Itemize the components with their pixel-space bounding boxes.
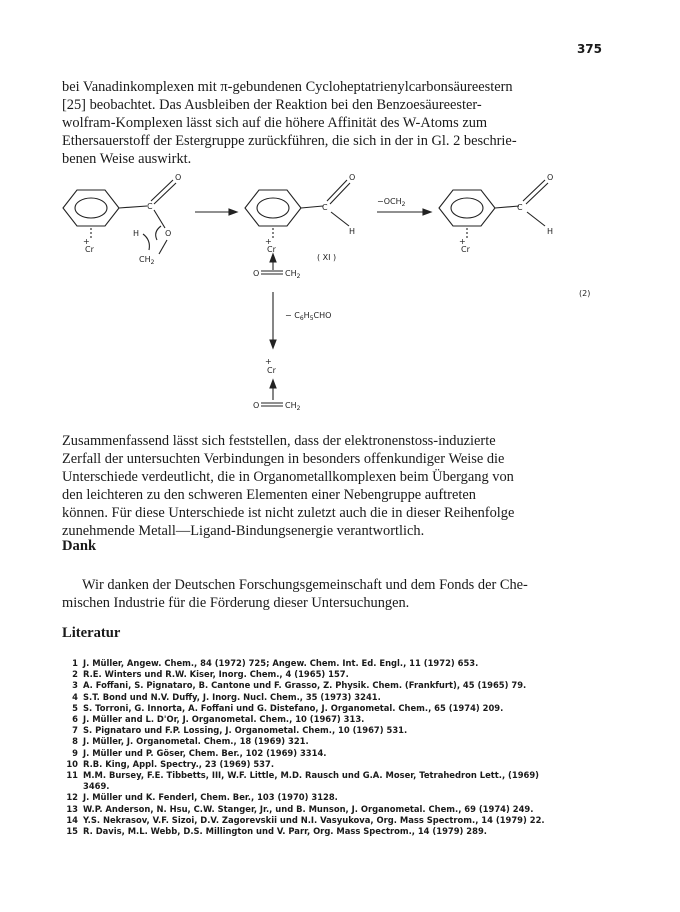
summary-line: Zerfall der untersuchten Verbindungen in besonders offenkundiger Weise die bbox=[62, 451, 505, 467]
atom-c: C bbox=[147, 202, 153, 211]
reference-item bbox=[58, 669, 638, 680]
reference-item bbox=[58, 770, 638, 792]
atom-o: O bbox=[547, 173, 554, 182]
atom-o: O bbox=[165, 229, 172, 238]
atom-ch2: $CH_2$ bbox=[285, 269, 301, 280]
electron-arrow bbox=[143, 234, 149, 250]
reference-item bbox=[58, 714, 638, 725]
atom-o: O bbox=[349, 173, 356, 182]
reference-number: 4 bbox=[72, 691, 78, 702]
atom-cr: Cr bbox=[85, 245, 94, 254]
bond bbox=[119, 206, 147, 208]
equation-number: (2) bbox=[579, 289, 591, 298]
compound-label: ( XI ) bbox=[317, 253, 337, 262]
summary-line: zunehmende Metall—Ligand-Bindungsenergie verantwortlich. bbox=[62, 523, 425, 539]
reference-item bbox=[58, 692, 638, 703]
reference-text: Y.S. Nekrasov, V.F. Sizoi, D.V. Zagorevskii und N.I. Vasyukova, Org. Mass Spectrom., 14 (1979) 22. bbox=[83, 814, 545, 825]
reference-item bbox=[58, 736, 638, 747]
thanks-line: Wir danken der Deutschen Forschungsgemeinschaft und dem Fonds der Che- bbox=[82, 577, 528, 593]
bond bbox=[301, 206, 323, 208]
atom-ch2: $CH_2$ bbox=[285, 401, 301, 412]
reference-list bbox=[58, 658, 638, 837]
summary-line: den leichteren zu den schweren Elementen einer Nebengruppe auftreten bbox=[62, 487, 476, 503]
reference-item bbox=[58, 815, 638, 826]
reference-text: M.M. Bursey, F.E. Tibbetts, III, W.F. Little, M.D. Rausch und G.A. Moser, Tetrahedron Lett., (1969) 3469. bbox=[83, 770, 540, 792]
intro-line: wolfram-Komplexen lässt sich auf die höhere Affinität des W-Atoms zum bbox=[62, 115, 488, 131]
thanks-paragraph bbox=[62, 576, 622, 612]
reference-text: S. Pignataro und F.P. Lossing, J. Organometal. Chem., 10 (1967) 531. bbox=[83, 725, 408, 736]
bond bbox=[523, 180, 545, 201]
charge-plus: + bbox=[265, 237, 272, 246]
reference-number: 14 bbox=[66, 814, 78, 825]
benzene-ring-3 bbox=[439, 190, 495, 226]
reference-text: R.E. Winters und R.W. Kiser, Inorg. Chem., 4 (1965) 157. bbox=[83, 669, 349, 680]
intro-line: Ethersauerstoff der Estergruppe zurückführen, die sich in der in Gl. 2 beschrie- bbox=[62, 133, 517, 149]
reference-text: S. Torroni, G. Innorta, A. Foffani und G. Distefano, J. Organometal. Chem., 65 (1974) 209. bbox=[83, 702, 504, 713]
reference-item bbox=[58, 658, 638, 669]
bond bbox=[526, 183, 548, 204]
thanks-line: mischen Industrie für die Förderung dieser Untersuchungen. bbox=[62, 595, 410, 611]
reference-number: 2 bbox=[72, 669, 78, 680]
electron-arrow bbox=[156, 226, 161, 240]
reference-continuation: 3469. bbox=[83, 781, 110, 792]
atom-c: C bbox=[322, 203, 328, 212]
reference-item bbox=[58, 759, 638, 770]
reference-item bbox=[58, 748, 638, 759]
reference-item bbox=[58, 703, 638, 714]
reference-text: J. Müller und P. Göser, Chem. Ber., 102 (1969) 3314. bbox=[83, 747, 327, 758]
reference-item bbox=[58, 826, 638, 837]
bond bbox=[495, 206, 519, 208]
reference-item bbox=[58, 792, 638, 803]
bond bbox=[154, 183, 176, 204]
bond bbox=[154, 210, 165, 228]
dank-heading: Dank bbox=[62, 538, 97, 554]
reference-text: A. Foffani, S. Pignataro, B. Cantone und F. Grasso, Z. Physik. Chem. (Frankfurt), 45 (1965) 79. bbox=[83, 680, 527, 691]
reference-text: S.T. Bond und N.V. Duffy, J. Inorg. Nucl. Chem., 35 (1973) 3241. bbox=[83, 691, 381, 702]
summary-line: Zusammenfassend lässt sich feststellen, dass der elektronenstoss-induzierte bbox=[62, 433, 496, 449]
reference-text: J. Müller and L. D'Or, J. Organometal. Chem., 10 (1967) 313. bbox=[83, 714, 365, 725]
reference-number: 11 bbox=[66, 770, 78, 781]
loss-och2: $-OCH_2$ bbox=[377, 197, 406, 208]
reference-number: 15 bbox=[66, 826, 78, 837]
loss-c6h5cho: − $C_6H_5CHO$ bbox=[285, 311, 332, 322]
atom-o: O bbox=[253, 269, 260, 278]
reference-item bbox=[58, 725, 638, 736]
charge-plus: + bbox=[265, 357, 272, 366]
arrow-head bbox=[270, 340, 276, 348]
reference-item bbox=[58, 804, 638, 815]
bond bbox=[330, 183, 350, 204]
atom-h: H bbox=[547, 227, 554, 236]
reaction-scheme bbox=[55, 168, 615, 420]
intro-line: benen Weise auswirkt. bbox=[62, 151, 192, 167]
reference-text: J. Müller, J. Organometal. Chem., 18 (1969) 321. bbox=[83, 736, 309, 747]
reference-number: 7 bbox=[72, 725, 78, 736]
reference-item bbox=[58, 680, 638, 691]
bond bbox=[527, 212, 545, 226]
atom-c: C bbox=[517, 203, 523, 212]
intro-line: bei Vanadinkomplexen mit π-gebundenen Cycloheptatrienylcarbonsäureestern bbox=[62, 79, 513, 95]
reference-number: 13 bbox=[66, 803, 78, 814]
reference-text: W.P. Anderson, N. Hsu, C.W. Stanger, Jr., und B. Munson, J. Organometal. Chem., 69 (1974) 249. bbox=[83, 803, 534, 814]
reference-text: J. Müller und K. Fenderl, Chem. Ber., 103 (1970) 3128. bbox=[83, 792, 338, 803]
atom-h: H bbox=[349, 227, 356, 236]
atom-cr: Cr bbox=[267, 366, 276, 375]
summary-line: Unterschiede verdeutlicht, die in Organometallkomplexen beim Übergang von bbox=[62, 469, 514, 485]
bond bbox=[159, 240, 167, 254]
atom-o: O bbox=[253, 401, 260, 410]
charge-plus: + bbox=[459, 237, 466, 246]
arrow-head bbox=[270, 254, 276, 262]
bond bbox=[331, 212, 349, 226]
atom-ch2: $CH_2$ bbox=[139, 255, 155, 266]
reference-number: 5 bbox=[72, 702, 78, 713]
bond bbox=[151, 180, 173, 201]
reference-number: 8 bbox=[72, 736, 78, 747]
bond bbox=[327, 180, 347, 201]
reference-number: 10 bbox=[66, 758, 78, 769]
charge-plus: + bbox=[83, 237, 90, 246]
atom-h: H bbox=[133, 229, 140, 238]
summary-line: können. Für diese Unterschiede ist nicht zuletzt auch die in dieser Reihenfolge bbox=[62, 505, 515, 521]
reference-text: J. Müller, Angew. Chem., 84 (1972) 725; Angew. Chem. Int. Ed. Engl., 11 (1972) 653. bbox=[83, 658, 479, 668]
reference-text: R.B. King, Appl. Spectry., 23 (1969) 537. bbox=[83, 758, 275, 769]
reference-number: 3 bbox=[72, 680, 78, 691]
arrow-head bbox=[270, 380, 276, 388]
atom-cr: Cr bbox=[461, 245, 470, 254]
reference-number: 6 bbox=[72, 714, 78, 725]
arrow-head bbox=[229, 209, 237, 215]
intro-line: [25] beobachtet. Das Ausbleiben der Reaktion bei den Benzoesäureester- bbox=[62, 97, 482, 113]
reference-text: R. Davis, M.L. Webb, D.S. Millington und V. Parr, Org. Mass Spectrom., 14 (1979) 289. bbox=[83, 826, 487, 837]
intro-paragraph bbox=[62, 78, 622, 168]
atom-o: O bbox=[175, 173, 182, 182]
arrow-head bbox=[423, 209, 431, 215]
page-number: 375 bbox=[576, 42, 602, 56]
atom-cr: Cr bbox=[267, 245, 276, 254]
literatur-heading: Literatur bbox=[62, 625, 121, 641]
reference-number: 1 bbox=[72, 658, 78, 668]
benzene-ring-2 bbox=[245, 190, 301, 226]
reference-number: 9 bbox=[72, 747, 78, 758]
summary-paragraph bbox=[62, 432, 622, 540]
reference-number: 12 bbox=[66, 792, 78, 803]
benzene-ring-1 bbox=[63, 190, 119, 226]
